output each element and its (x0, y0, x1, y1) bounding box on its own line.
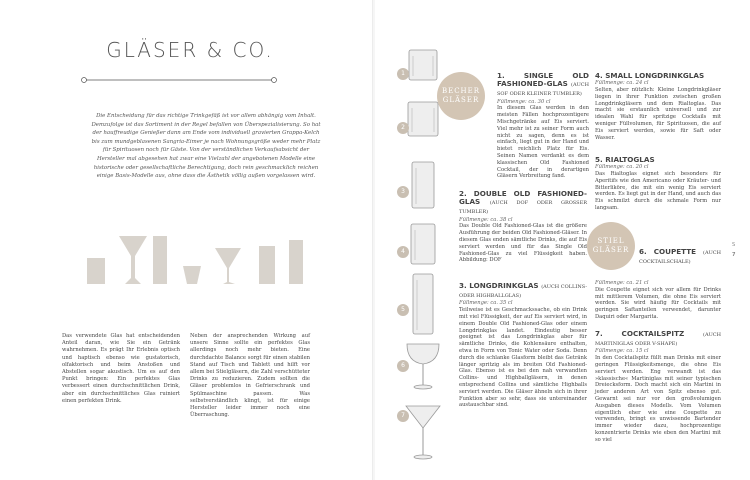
entry-title: 3. LONGDRINKGLAS (459, 281, 539, 290)
ornament-divider (78, 75, 280, 85)
entry-double-old-fashioned (459, 190, 587, 264)
entry-body: In diesem Glas werden in den meisten Fällen hochprozentigere Mischgetränke auf Eis serviert. Viel mehr ist zu seiner Form auch nicht zu sagen, denn es ist einfach, liegt gut in der Hand und bietet reichlich Platz für Eis. Seinen Namen verdankt es dem klassischen Old Fashioned Cocktail, der in derartigen Gläsern Verbreitung fand. (497, 105, 589, 180)
cocktailspitz-glass-image (403, 400, 443, 462)
glass-number-2: 2 (397, 122, 409, 134)
longdrink-glass-image (403, 270, 443, 338)
entry-body: In den Cocktailspitz füllt man Drinks mit einer geringen Flüssigkeitsmenge, die ohne Eis serviert werden. Eng verwandt ist das »klassische« Martiniglas mit seiner typischen Dreiecksform. Doch macht sich ein Martini in jeder anderen Art von Spitz ebenso gut. Gewarnt sei nur vor den großvolumigen Ausgaben dieses Modells. Vom Volumen eigentlich eher wie eine Coupette zu verwenden, bringt es unwissende Bartender immer wieder dazu, hochprozentige konzentrierte Drinks wie eben den Martini mit so viel (595, 355, 721, 443)
intro-text: Die Entscheidung für das richtige Trinkgefäß ist vor allem abhängig vom Inhalt. Demzufolge ist das Sortiment in der Regel befallen von Überspezialisierung. So hat der hauffreudige Genießer dann am Ende vom individuell gravierten Grappa-Kelch bis zum mundgeblasenen Sangria-Eimer je nach Wohnungsgröße weder mehr Platz für Spirituosen noch für Gäste. Von der verständlichen Verkaufsabsicht der Hersteller mal abgesehen hat zwar eine Vielzahl der angebotenen Modelle eine historische oder gesellschaftliche Berechtigung, doch rein geschmacklich reichen einige Basis-Modelle aus, ohne dass die Ästhetik völlig außen vorgelassen wird. (91, 113, 321, 180)
entry-body: Die Coupette eignet sich vor allem für Drinks mit mittlerem Volumen, die ohne Eis serviert werden. Sie wird häufig für Cocktails mit geringen Saftanteilen verwendet, darunter Daquiri oder Margarita. (595, 286, 721, 320)
glass-number-3: 3 (397, 186, 409, 198)
entry-fill-amount: Füllmenge: ca. 21 cl (595, 280, 649, 286)
glass-number-1: 1 (397, 68, 409, 80)
glass-number-6: 6 (397, 360, 409, 372)
entry-coupette-heading (639, 248, 721, 266)
entry-title: 7. COCKTAILSPITZ (595, 329, 685, 338)
entry-subtitle: (AUCH DOF ODER GROSSER TUMBLER) (459, 200, 587, 216)
entry-title: 5. RIALTOGLAS (595, 155, 655, 164)
entry-title: 2. DOUBLE OLD FASHIONED-GLAS (459, 189, 587, 207)
coupette-glass-image (403, 338, 443, 392)
body-column-1: Das verwendete Glas hat entscheidenden Anteil daran, wie Sie ein Getränk wahrnehmen. Es prägt Ihr Erlebnis optisch und haptisch ebenso wie gustatorisch, olfaktorisch und beim Anstoßen und Abstellen sogar akustisch. Um es auf den Punkt bringen: Ein perfektes Glas verbessert einen durchschnittlichen Drink, aber ein durchschnittliches Glas ruiniert einen perfekten Drink. (62, 333, 180, 404)
entry-fill-amount: Füllmenge: ca. 15 cl (595, 348, 649, 355)
entry-coupette (595, 280, 721, 321)
glass-number-7: 7 (397, 410, 409, 422)
page-title: GLÄSER & CO. (106, 38, 274, 62)
glass-number-4: 4 (397, 246, 409, 258)
entry-title: 1. SINGLE OLD FASHIONED-GLAS (497, 71, 589, 89)
entry-body: Teilweise ist es Geschmackssache, ob ein Drink mit viel Flüssigkeit, der auf Eis serviert wird, in einem Double Old Fashioned-Glas oder einem Longdrinkglas landet. Eindeutig besser geeignet ist das Longdrinkglas aber für sämtliche Drinks, die Kohlensäure enthalten, etwa in Form von Tonic Water oder Soda. Denn durch die schlanke Glasform bleibt das Getränk länger spritzig als im breiten Old Fashioned-Glas. Ebenso ist es bei den nah verwandten Collins- und Highballgläsern, in denen entsprechend Collins und sämtliche Highballs serviert werden. Die Gläser ähneln sich in ihrer Funktion aber so sehr, dass sie untereinander austauschbar sind. (459, 307, 587, 409)
entry-rialtoglas (595, 156, 721, 212)
glass-silhouettes-illustration (75, 218, 333, 288)
entry-subtitle: (AUCH SOF ODER KLEINER TUMBLER) (497, 82, 589, 98)
entry-fill-amount: Füllmenge: ca. 20 cl (595, 164, 649, 171)
small-longdrink-glass-image (403, 156, 443, 212)
entry-fill-amount: Füllmenge: ca. 38 cl (459, 216, 513, 223)
entry-cocktailspitz (595, 330, 721, 444)
entry-title: 4. SMALL LONGDRINKGLAS (595, 71, 705, 80)
rialto-glass-image (403, 218, 443, 268)
body-column-2: Neben der ansprechenden Wirkung auf unsere Sinne sollte ein perfektes Glas allerdings noch mehr bieten. Eine durchdachte Balance sorgt für einen stabilen Stand auf Tisch und Tablett und hilft vor allem bei Stielgläsern, die Zahl verschütteter Drinks zu reduzieren. Zudem sollten die Gläser problemlos in Gefrierschrank und Spülmaschine passen. Was selbstverständlich klingt, ist für einige Hersteller leider immer noch eine Überraschung. (190, 333, 310, 419)
entry-body: Selten, aber nützlich: Kleine Longdrinkgläser liegen in ihrer Funktion zwischen großen Longdrinkgläsern und dem Rialtoglas. Das macht sie erstaunlich universell und zur idealen Wahl für spritzige Cocktails mit weniger Füllvolumen, für Spirituosen, die auf Eis serviert werden, sowie für Saft oder Wasser. (595, 87, 721, 141)
next-page-edge-number: 7 (732, 252, 736, 258)
entry-subtitle: (AUCH COLLINS- ODER HIGHBALLGLAS) (459, 284, 588, 300)
entry-title: 6. COUPETTE (639, 247, 697, 256)
entry-fill-amount: Füllmenge: ca. 30 cl (497, 98, 551, 105)
entry-small-longdrink (595, 72, 721, 141)
entry-fill-amount: Füllmenge: ca. 35 cl (459, 300, 513, 307)
entry-subtitle: (AUCH COCKTAILSCHALE) (639, 250, 721, 266)
becher-glaeser-badge: BECHER GLÄSER (437, 72, 485, 120)
entry-subtitle: (AUCH MARTINIGLAS ODER V-SHAPE) (595, 332, 721, 348)
entry-body: Das Rialtoglas eignet sich besonders für Aperitifs wie den Americano oder Kräuter- und Bitterliköre, die mit ein wenig Eis serviert werden. Es liegt gut in der Hand, und auch das Eis schmilzt durch die schmale Form nur langsam. (595, 171, 721, 211)
next-page-edge-text: S (732, 242, 736, 248)
stiel-glaeser-badge: STIEL GLÄSER (587, 222, 635, 270)
glass-number-5: 5 (397, 304, 409, 316)
entry-longdrinkglas (459, 282, 587, 409)
left-page (0, 0, 373, 480)
entry-single-old-fashioned (497, 72, 589, 180)
entry-fill-amount: Füllmenge: ca. 24 cl (595, 80, 649, 87)
right-page (375, 0, 750, 480)
single-old-fashioned-glass-image (403, 44, 443, 84)
entry-body: Das Double Old Fashioned-Glas ist die größere Ausführung der beiden Old Fashioned-Gläser. In diesem Glas enden sämtliche Drinks, die auf Eis serviert werden und für das Single Old Fashioned-Glas zu viel Flüssigkeit haben. Abbildung: DOF (459, 223, 587, 264)
